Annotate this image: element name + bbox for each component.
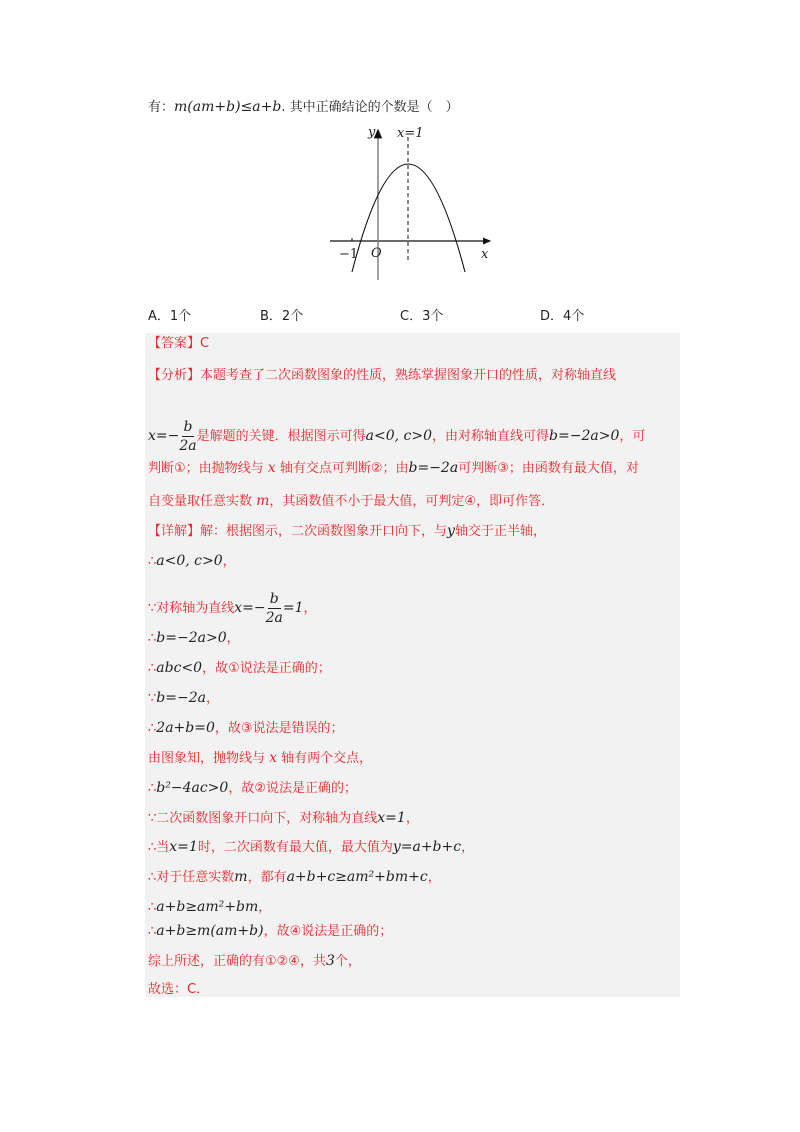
text-segment: 【详解】解：根据图示，二次函数图象开口向下，与 — [148, 524, 448, 539]
text-segment: ，都有 — [247, 870, 287, 885]
option-b: B．2个 — [260, 309, 304, 324]
math-expression: a+b≥m(am+b) — [156, 923, 264, 939]
math-expression: a<0, c>0 — [365, 428, 433, 444]
math-expression: m(am+b)≤a+b — [174, 99, 282, 115]
text-segment: ∴对于任意实数 — [148, 870, 235, 885]
text-segment: ， — [222, 554, 236, 569]
math-expression: abc<0 — [156, 660, 203, 676]
solution-line — [148, 809, 419, 828]
solution-line — [148, 689, 219, 708]
text-segment: 可判断③；由函数有最大值，对 — [458, 461, 639, 476]
text-segment: ，其函数值不小于最大值，可判定④，即可作答． — [269, 494, 555, 509]
text-segment: 有： — [148, 100, 175, 115]
math-expression: x=1 — [377, 810, 406, 826]
text-segment: 是解题的关键．根据图示可得 — [196, 429, 366, 444]
solution-line — [148, 981, 209, 999]
solution-line — [148, 492, 554, 511]
math-expression: x — [267, 460, 276, 476]
text-segment: ，可 — [619, 429, 646, 444]
text-segment: 【分析】本题考查了二次函数图象的性质，熟练掌握图象开口的性质，对称轴直线 — [148, 368, 617, 383]
math-expression: b=−2a>0 — [549, 428, 620, 444]
text-segment: 由图象知，抛物线与 — [148, 751, 270, 766]
text-segment: ∴ — [148, 661, 157, 676]
text-segment: ， — [427, 870, 441, 885]
text-segment: ∵对称轴为直线 — [148, 601, 235, 616]
parabola-figure — [0, 0, 800, 300]
solution-line — [148, 719, 344, 738]
text-segment: ， — [226, 631, 240, 646]
text-segment: 综上所述，正确的有①②④，共 — [148, 954, 326, 969]
text-segment: ∴ — [148, 631, 157, 646]
text-segment: ∵ — [148, 691, 157, 706]
fraction — [266, 590, 283, 627]
math-expression: x — [269, 750, 278, 766]
text-segment: 自变量取任意实数 — [148, 494, 257, 509]
solution-line — [148, 749, 372, 768]
solution-line — [148, 922, 392, 941]
math-expression: a<0, c>0 — [156, 553, 223, 569]
text-segment: ，故③说法是错误的； — [214, 721, 344, 736]
solution-line — [148, 779, 357, 798]
math-expression: x=− — [148, 428, 180, 444]
text-segment: ∴ — [148, 900, 157, 915]
solution-line — [148, 335, 209, 353]
math-expression: b²−4ac>0 — [156, 780, 229, 796]
text-segment: ，由对称轴直线可得 — [432, 429, 550, 444]
math-expression: b=−2a — [156, 690, 206, 706]
math-expression: x=− — [234, 600, 266, 616]
text-segment: 故选：C． — [148, 982, 210, 997]
solution-line — [148, 522, 546, 541]
math-expression: 3 — [325, 953, 335, 969]
solution-line — [148, 898, 271, 917]
y-axis-label: y — [368, 125, 376, 140]
option-a: A．1个 — [148, 309, 192, 324]
solution-line — [148, 868, 441, 887]
fraction-numerator: b — [269, 591, 279, 607]
math-expression: 2a+b=0 — [156, 720, 215, 736]
solution-line — [148, 590, 317, 627]
fraction — [179, 418, 196, 455]
text-segment: 时，二次函数有最大值，最大值为 — [197, 840, 393, 855]
x-axis-label: x — [481, 247, 489, 262]
solution-line — [148, 418, 645, 455]
solution-line — [148, 552, 236, 571]
text-segment: ， — [461, 840, 475, 855]
neg-one-label: −1 — [339, 247, 359, 262]
text-segment: ， — [405, 811, 419, 826]
math-expression: m — [256, 493, 270, 509]
math-expression: b=−2a — [408, 460, 459, 476]
solution-line — [148, 659, 331, 678]
text-segment: ， — [258, 900, 272, 915]
text-segment: 轴交于正半轴， — [454, 524, 546, 539]
text-segment: . 其中正确结论的个数是（ ） — [281, 100, 459, 115]
math-expression: a+b≥am²+bm — [156, 899, 259, 915]
text-segment: ∴ — [148, 721, 157, 736]
math-expression: b=−2a>0 — [156, 630, 227, 646]
origin-label: O — [371, 246, 382, 261]
math-expression: m — [234, 869, 248, 885]
text-segment: 判断①；由抛物线与 — [148, 461, 268, 476]
text-segment: ，故①说法是正确的； — [202, 661, 331, 676]
text-segment: ∴ — [148, 781, 157, 796]
fraction-numerator: b — [183, 419, 193, 435]
text-segment: 个， — [334, 954, 361, 969]
text-segment: 轴有交点可判断②；由 — [275, 461, 409, 476]
math-expression: y — [447, 523, 455, 539]
text-segment: ， — [303, 601, 317, 616]
solution-line — [148, 629, 240, 648]
text-segment: 【答案】C — [148, 336, 210, 351]
fraction-denominator: 2a — [179, 438, 197, 454]
option-c: C．3个 — [400, 309, 444, 324]
text-segment: ， — [205, 691, 219, 706]
text-segment: 轴有两个交点， — [277, 751, 373, 766]
solution-line — [148, 367, 616, 385]
solution-line — [148, 952, 361, 971]
fraction-denominator: 2a — [265, 610, 283, 626]
solution-line — [148, 838, 474, 857]
solution-line — [148, 459, 639, 478]
math-expression: x=1 — [169, 839, 198, 855]
text-segment: ，故②说法是正确的； — [228, 781, 357, 796]
math-expression: a+b+c≥am²+bm+c — [286, 869, 428, 885]
text-segment: ∵二次函数图象开口向下，对称轴为直线 — [148, 811, 378, 826]
math-expression: y=a+b+c — [392, 839, 462, 855]
symmetry-axis-label: x=1 — [397, 126, 424, 141]
option-d: D．4个 — [540, 309, 585, 324]
text-segment: ∴ — [148, 554, 157, 569]
math-expression: =1 — [282, 600, 304, 616]
text-segment: ∴ — [148, 924, 157, 939]
text-segment: ∴当 — [148, 840, 170, 855]
text-segment: ，故④说法是正确的； — [263, 924, 393, 939]
